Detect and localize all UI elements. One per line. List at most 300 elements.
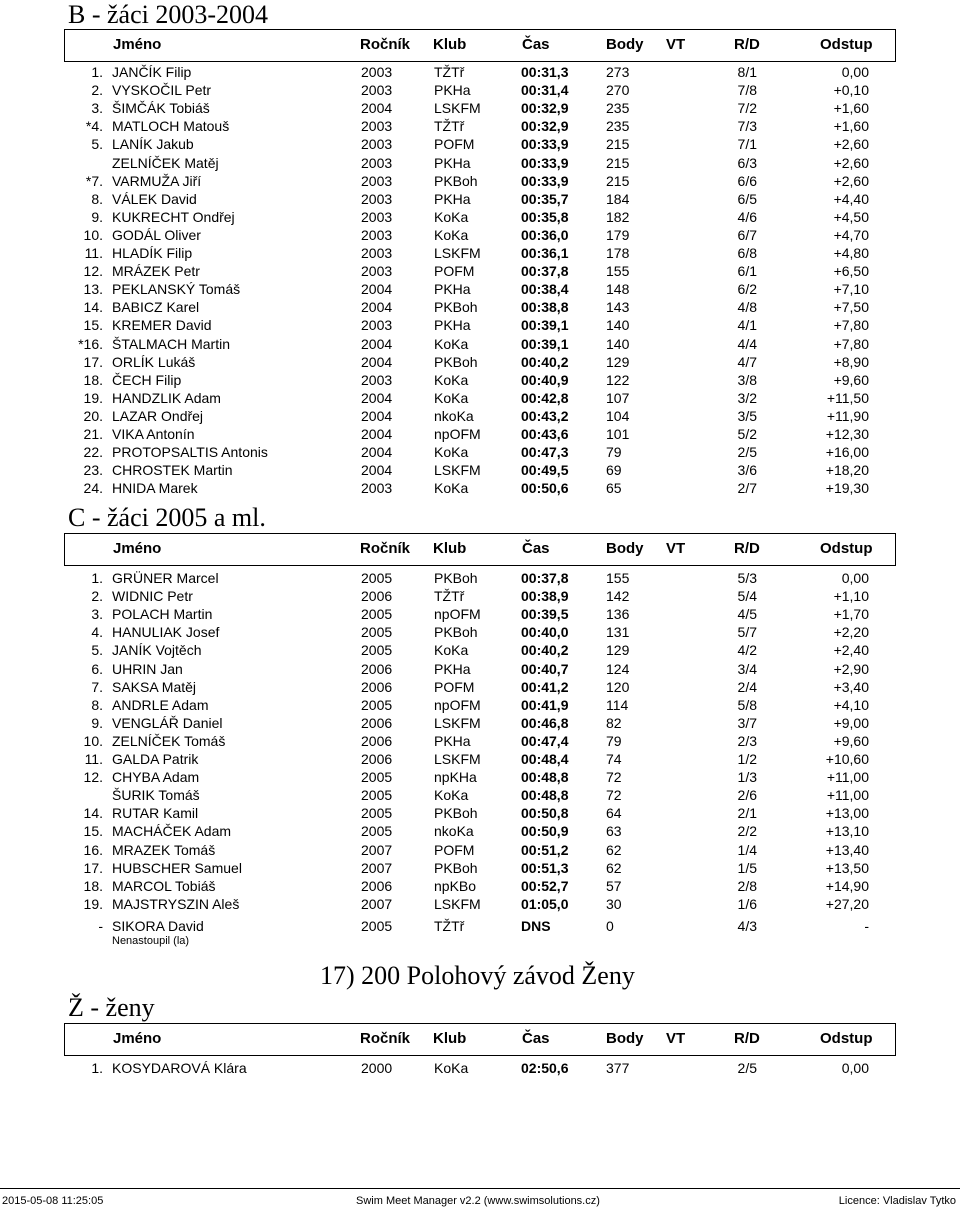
cell-club: LSKFM: [434, 895, 481, 912]
cell-club: KoKa: [434, 480, 469, 497]
table-row: [0, 859, 960, 877]
cell-time: 00:37,8: [521, 570, 569, 586]
cell-rd: 6/3: [737, 154, 757, 171]
cell-rd: 4/7: [737, 353, 757, 370]
table-row: [0, 1059, 960, 1077]
cell-name: VARMUŽA Jiří: [112, 172, 202, 189]
cell-year: 2003: [361, 480, 393, 497]
cell-gap: +6,50: [833, 263, 869, 280]
cell-rd: 3/6: [737, 462, 757, 479]
cell-club: PKHa: [434, 190, 471, 207]
header-club: Klub: [433, 1030, 467, 1047]
cell-gap: +4,10: [833, 696, 869, 713]
cell-place: 3.: [91, 100, 103, 117]
cell-points: 79: [606, 732, 622, 749]
cell-club: PKBoh: [434, 805, 478, 822]
cell-points: 0: [606, 918, 614, 934]
cell-club: TŽTř: [434, 64, 465, 80]
cell-rd: 4/4: [737, 335, 757, 352]
cell-gap: 0,00: [841, 1060, 869, 1076]
cell-year: 2003: [361, 245, 393, 261]
table-row: [0, 841, 960, 859]
cell-place: *4.: [85, 118, 103, 135]
cell-points: 140: [606, 317, 630, 334]
cell-rd: 6/5: [737, 190, 757, 207]
cell-time: 00:47,3: [521, 444, 569, 461]
cell-points: 82: [606, 714, 622, 731]
header-year: Ročník: [360, 540, 411, 557]
cell-rd: 2/7: [737, 480, 757, 497]
table-header-z: [64, 1023, 896, 1056]
cell-time: 00:43,6: [521, 426, 569, 442]
cell-points: 72: [606, 787, 622, 804]
cell-rd: 6/2: [737, 281, 757, 298]
cell-year: 2003: [361, 263, 393, 280]
cell-time: 00:40,2: [521, 642, 569, 659]
cell-year: 2006: [361, 714, 393, 731]
cell-time: 00:32,9: [521, 118, 569, 135]
table-row: [0, 696, 960, 714]
cell-rd: 4/5: [737, 606, 757, 623]
table-row: [0, 298, 960, 316]
cell-club: LSKFM: [434, 751, 481, 767]
cell-gap: +4,50: [833, 208, 869, 225]
cell-name: HNIDA Marek: [112, 480, 198, 497]
cell-club: TŽTř: [434, 588, 465, 605]
table-row: [0, 768, 960, 786]
cell-year: 2005: [361, 805, 393, 822]
cell-time: 00:48,8: [521, 769, 569, 786]
cell-name: CHYBA Adam: [112, 769, 200, 786]
cell-gap: +9,00: [833, 714, 869, 731]
cell-year: 2004: [361, 353, 393, 370]
table-row: [0, 479, 960, 497]
cell-club: KoKa: [434, 1060, 469, 1076]
cell-name: ŠTALMACH Martin: [112, 335, 230, 352]
dns-note: Nenastoupil (la): [112, 935, 190, 947]
cell-rd: 3/8: [737, 371, 757, 388]
table-row: [0, 389, 960, 407]
cell-club: PKBoh: [434, 624, 478, 641]
cell-club: PKHa: [434, 660, 471, 677]
cell-club: PKHa: [434, 82, 471, 99]
cell-time: 00:52,7: [521, 877, 569, 894]
cell-points: 215: [606, 136, 630, 153]
cell-name: PEKLANSKÝ Tomáš: [112, 281, 241, 298]
cell-gap: +10,60: [825, 751, 869, 767]
cell-club: LSKFM: [434, 714, 481, 731]
cell-place: 7.: [91, 678, 103, 695]
cell-rd: 1/2: [737, 751, 757, 767]
table-row: [0, 605, 960, 623]
table-row: [0, 660, 960, 678]
cell-year: 2004: [361, 335, 393, 352]
cell-rd: 6/6: [737, 172, 757, 189]
cell-name: LAZAR Ondřej: [112, 407, 204, 424]
table-row: [0, 786, 960, 804]
cell-year: 2004: [361, 426, 393, 442]
cell-club: npOFM: [434, 696, 481, 713]
cell-name: VÁLEK David: [112, 190, 197, 207]
cell-name: HLADÍK Filip: [112, 245, 193, 261]
cell-rd: 5/8: [737, 696, 757, 713]
cell-year: 2003: [361, 172, 393, 189]
cell-rd: 4/3: [737, 918, 757, 934]
cell-name: VYSKOČIL Petr: [112, 82, 212, 99]
cell-year: 2000: [361, 1060, 393, 1076]
cell-club: nkoKa: [434, 407, 474, 424]
cell-gap: +1,60: [833, 118, 869, 135]
cell-rd: 1/5: [737, 859, 757, 876]
cell-year: 2003: [361, 190, 393, 207]
cell-gap: +16,00: [825, 444, 869, 461]
cell-name: MARCOL Tobiáš: [112, 877, 216, 894]
cell-club: npKHa: [434, 769, 477, 786]
footer-licence: Licence: Vladislav Tytko: [838, 1195, 956, 1207]
cell-name: ZELNÍČEK Tomáš: [112, 732, 226, 749]
table-row: [0, 335, 960, 353]
header-year: Ročník: [360, 36, 411, 53]
cell-club: nkoKa: [434, 823, 474, 840]
cell-place: 17.: [83, 859, 103, 876]
cell-gap: +0,10: [833, 82, 869, 99]
cell-name: GODÁL Oliver: [112, 226, 201, 243]
cell-rd: 3/7: [737, 714, 757, 731]
cell-time: 00:31,4: [521, 82, 569, 99]
section-title-b: B - žáci 2003-2004: [68, 0, 269, 29]
cell-year: 2006: [361, 751, 393, 767]
cell-year: 2005: [361, 606, 393, 623]
cell-points: 184: [606, 190, 630, 207]
cell-club: TŽTř: [434, 118, 465, 135]
cell-place: 14.: [83, 805, 103, 822]
footer-timestamp: 2015-05-08 11:25:05: [2, 1195, 104, 1207]
cell-year: 2007: [361, 859, 393, 876]
cell-year: 2004: [361, 299, 393, 316]
header-time: Čas: [522, 1030, 550, 1047]
cell-year: 2003: [361, 82, 393, 99]
table-row: [0, 353, 960, 371]
cell-time: 00:32,9: [521, 100, 569, 117]
header-vt: VT: [666, 36, 686, 53]
cell-rd: 3/4: [737, 660, 757, 677]
table-row: [0, 190, 960, 208]
cell-time: 00:43,2: [521, 407, 569, 424]
cell-gap: +11,90: [826, 407, 869, 424]
cell-place: 18.: [83, 371, 103, 388]
cell-place: 23.: [83, 462, 103, 479]
cell-rd: 7/2: [737, 100, 757, 117]
cell-time: 00:39,5: [521, 606, 569, 623]
cell-year: 2007: [361, 841, 393, 858]
cell-rd: 3/5: [737, 407, 757, 424]
cell-points: 101: [606, 426, 630, 442]
cell-gap: +11,00: [826, 769, 869, 786]
table-row: [0, 208, 960, 226]
cell-year: 2006: [361, 877, 393, 894]
cell-place: 5.: [91, 642, 103, 659]
cell-time: 00:36,1: [521, 245, 569, 261]
cell-name: MRAZEK Tomáš: [112, 841, 216, 858]
cell-year: 2003: [361, 226, 393, 243]
table-row: [0, 135, 960, 153]
cell-year: 2004: [361, 389, 393, 406]
cell-gap: 0,00: [841, 570, 869, 586]
cell-name: HANULIAK Josef: [112, 624, 220, 641]
cell-year: 2003: [361, 208, 393, 225]
cell-time: 00:33,9: [521, 136, 569, 153]
cell-points: 62: [606, 841, 622, 858]
cell-name: BABICZ Karel: [112, 299, 200, 316]
cell-place: 9.: [91, 208, 103, 225]
cell-club: POFM: [434, 136, 475, 153]
cell-place: 12.: [83, 769, 103, 786]
cell-gap: +19,30: [825, 480, 869, 497]
cell-gap: +7,80: [833, 317, 869, 334]
cell-rd: 7/3: [737, 118, 757, 135]
table-row: [0, 99, 960, 117]
header-time: Čas: [522, 540, 550, 557]
cell-place: 8.: [91, 190, 103, 207]
cell-gap: +18,20: [825, 462, 869, 479]
cell-rd: 4/8: [737, 299, 757, 316]
cell-name: HUBSCHER Samuel: [112, 859, 242, 876]
cell-year: 2005: [361, 769, 393, 786]
page-footer: [0, 1188, 960, 1212]
cell-place: 14.: [83, 299, 103, 316]
cell-gap: +11,00: [826, 787, 869, 804]
cell-time: 00:51,3: [521, 859, 569, 876]
cell-place: 5.: [91, 136, 103, 153]
cell-club: PKBoh: [434, 299, 478, 316]
header-club: Klub: [433, 540, 467, 557]
cell-rd: 1/3: [737, 769, 757, 786]
cell-year: 2003: [361, 136, 393, 153]
cell-rd: 6/8: [737, 245, 757, 261]
cell-rd: 2/5: [737, 1060, 757, 1076]
header-gap: Odstup: [820, 540, 873, 557]
cell-time: DNS: [521, 918, 551, 934]
table-row: [0, 750, 960, 768]
cell-club: PKBoh: [434, 859, 478, 876]
cell-club: KoKa: [434, 444, 469, 461]
cell-time: 00:42,8: [521, 389, 569, 406]
cell-club: KoKa: [434, 389, 469, 406]
cell-place: 4.: [91, 624, 103, 641]
table-row: [0, 425, 960, 443]
cell-name: MAJSTRYSZIN Aleš: [112, 895, 240, 912]
cell-gap: +2,40: [833, 642, 869, 659]
cell-gap: +2,60: [833, 154, 869, 171]
cell-club: LSKFM: [434, 245, 481, 261]
section-title-c: C - žáci 2005 a ml.: [68, 503, 266, 532]
cell-points: 64: [606, 805, 622, 822]
cell-year: 2003: [361, 64, 393, 80]
cell-time: 00:40,0: [521, 624, 569, 641]
cell-rd: 6/7: [737, 226, 757, 243]
cell-name: VENGLÁŘ Daniel: [112, 714, 223, 731]
cell-gap: +2,60: [833, 172, 869, 189]
cell-club: KoKa: [434, 335, 469, 352]
cell-year: 2005: [361, 918, 393, 934]
cell-time: 00:39,1: [521, 335, 569, 352]
cell-club: PKHa: [434, 281, 471, 298]
cell-place: 15.: [83, 823, 103, 840]
cell-points: 377: [606, 1060, 630, 1076]
cell-year: 2006: [361, 660, 393, 677]
cell-rd: 1/4: [737, 841, 757, 858]
table-row: [0, 280, 960, 298]
cell-club: PKHa: [434, 154, 471, 171]
cell-points: 62: [606, 859, 622, 876]
cell-year: 2005: [361, 570, 393, 586]
cell-place: 9.: [91, 714, 103, 731]
cell-place: 11.: [84, 751, 103, 767]
cell-time: 00:51,2: [521, 841, 569, 858]
cell-place: -: [98, 918, 103, 934]
cell-time: 02:50,6: [521, 1060, 569, 1076]
cell-gap: +4,40: [833, 190, 869, 207]
cell-name: WIDNIC Petr: [112, 588, 193, 605]
cell-place: 21.: [83, 426, 103, 442]
table-row: [0, 226, 960, 244]
cell-name: ZELNÍČEK Matěj: [112, 154, 219, 171]
cell-name: SAKSA Matěj: [112, 678, 197, 695]
cell-time: 00:36,0: [521, 226, 569, 243]
cell-gap: +13,40: [825, 841, 869, 858]
cell-year: 2006: [361, 678, 393, 695]
cell-year: 2004: [361, 462, 393, 479]
cell-place: 2.: [91, 82, 103, 99]
cell-gap: +2,60: [833, 136, 869, 153]
cell-gap: 0,00: [841, 64, 869, 80]
table-row: [0, 822, 960, 840]
header-points: Body: [606, 540, 644, 557]
cell-points: 124: [606, 660, 630, 677]
header-vt: VT: [666, 540, 686, 557]
cell-rd: 2/5: [737, 444, 757, 461]
cell-year: 2004: [361, 100, 393, 117]
cell-club: POFM: [434, 263, 475, 280]
cell-time: 00:38,9: [521, 588, 569, 605]
cell-gap: +9,60: [833, 732, 869, 749]
cell-rd: 5/7: [737, 624, 757, 641]
cell-year: 2003: [361, 154, 393, 171]
cell-time: 00:48,4: [521, 751, 569, 767]
table-row: [0, 407, 960, 425]
cell-year: 2004: [361, 444, 393, 461]
table-row: [0, 917, 960, 935]
cell-points: 129: [606, 353, 630, 370]
cell-points: 182: [606, 208, 630, 225]
cell-gap: +27,20: [825, 895, 869, 912]
cell-name: JANÍK Vojtěch: [112, 642, 202, 659]
cell-time: 00:41,9: [521, 696, 569, 713]
header-gap: Odstup: [820, 1030, 873, 1047]
table-header-c: [64, 533, 896, 566]
table-row: [0, 569, 960, 587]
cell-points: 148: [606, 281, 630, 298]
header-name: Jméno: [113, 540, 162, 557]
cell-points: 114: [606, 696, 629, 713]
cell-club: TŽTř: [434, 918, 465, 934]
cell-name: JANČÍK Filip: [112, 64, 192, 80]
cell-gap: +13,10: [825, 823, 869, 840]
cell-name: GALDA Patrik: [112, 751, 199, 767]
cell-gap: +2,20: [833, 624, 869, 641]
header-time: Čas: [522, 36, 550, 53]
cell-gap: +7,50: [833, 299, 869, 316]
cell-gap: +9,60: [833, 371, 869, 388]
cell-place: 3.: [91, 606, 103, 623]
cell-name: ŠURIK Tomáš: [112, 787, 200, 804]
cell-club: KoKa: [434, 642, 469, 659]
cell-year: 2005: [361, 624, 393, 641]
cell-name: UHRIN Jan: [112, 660, 183, 677]
table-row: [0, 804, 960, 822]
table-row: [0, 678, 960, 696]
cell-club: KoKa: [434, 226, 469, 243]
cell-year: 2003: [361, 118, 393, 135]
cell-name: GRÜNER Marcel: [112, 570, 219, 586]
cell-place: 15.: [83, 317, 103, 334]
cell-gap: +13,00: [825, 805, 869, 822]
table-row: [0, 641, 960, 659]
cell-gap: +13,50: [825, 859, 869, 876]
cell-name: MRÁZEK Petr: [112, 263, 200, 280]
cell-place: *16.: [78, 335, 103, 352]
cell-club: PKHa: [434, 732, 471, 749]
cell-place: 2.: [91, 588, 103, 605]
cell-time: 00:47,4: [521, 732, 569, 749]
cell-gap: +2,90: [833, 660, 869, 677]
table-row: [0, 154, 960, 172]
cell-points: 57: [606, 877, 622, 894]
cell-year: 2004: [361, 407, 393, 424]
cell-points: 178: [606, 245, 630, 261]
cell-club: KoKa: [434, 208, 469, 225]
cell-rd: 7/1: [737, 136, 757, 153]
cell-gap: +4,80: [833, 245, 869, 261]
cell-points: 143: [606, 299, 630, 316]
header-name: Jméno: [113, 1030, 162, 1047]
section-title-z: Ž - ženy: [68, 993, 155, 1022]
cell-points: 120: [606, 678, 630, 695]
cell-rd: 4/6: [737, 208, 757, 225]
cell-points: 63: [606, 823, 622, 840]
table-row: [0, 714, 960, 732]
cell-rd: 2/4: [737, 678, 757, 695]
cell-points: 136: [606, 606, 630, 623]
header-gap: Odstup: [820, 36, 873, 53]
table-row: [0, 587, 960, 605]
cell-points: 273: [606, 64, 630, 80]
cell-place: 6.: [91, 660, 103, 677]
cell-club: KoKa: [434, 787, 469, 804]
table-header-b: [64, 29, 896, 62]
cell-time: 00:48,8: [521, 787, 569, 804]
header-points: Body: [606, 36, 644, 53]
cell-place: 11.: [84, 245, 103, 261]
cell-gap: +8,90: [833, 353, 869, 370]
cell-time: 00:40,2: [521, 353, 569, 370]
cell-name: ANDRLE Adam: [112, 696, 209, 713]
cell-name: KUKRECHT Ondřej: [112, 208, 235, 225]
cell-year: 2005: [361, 787, 393, 804]
table-row: [0, 117, 960, 135]
cell-club: npOFM: [434, 606, 481, 623]
cell-time: 00:31,3: [521, 64, 569, 80]
